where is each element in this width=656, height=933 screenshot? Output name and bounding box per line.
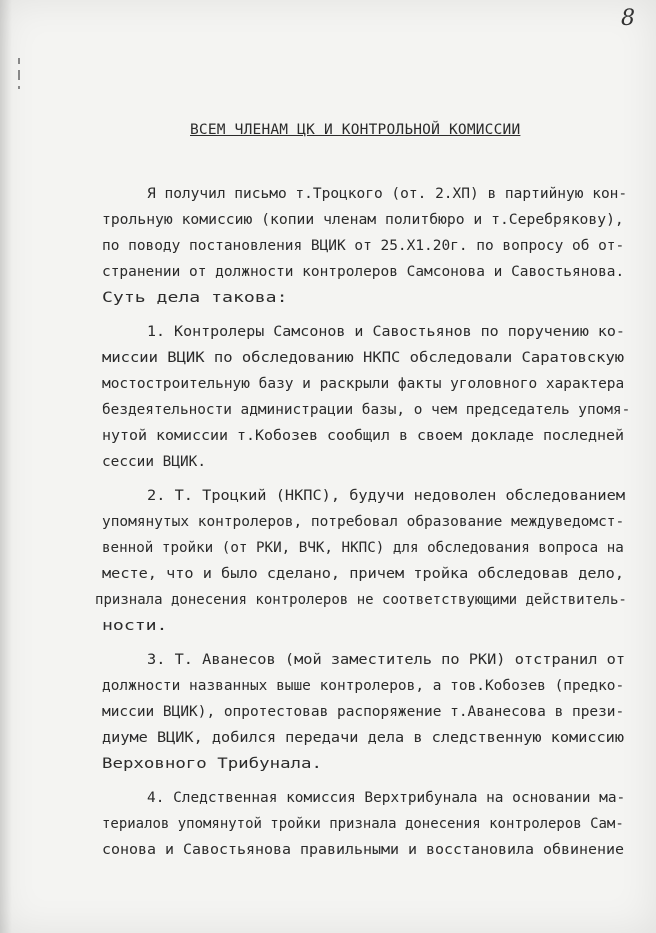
body-line: венной тройки (от РКИ, ВЧК, НКПС) для обследования вопроса на (102, 540, 624, 556)
scan-edge-shadow (0, 0, 12, 933)
body-line: Верховного Трибунала. (102, 756, 322, 772)
body-line: по поводу постановления ВЦИК от 25.Х1.20г. по вопросу об от- (102, 238, 625, 254)
body-line: трольную комиссию (копии членам политбюро и т.Серебрякову), (102, 212, 624, 228)
margin-mark (18, 58, 20, 64)
body-line: диуме ВЦИК, добился передачи дела в следственную комиссию (102, 730, 624, 746)
body-line: бездеятельности администрации базы, о чем председатель упомя- (102, 402, 631, 418)
margin-mark (18, 70, 20, 80)
body-line: сессии ВЦИК. (102, 454, 207, 470)
body-line: должности названных выше контролеров, а тов.Кобозев (предко- (102, 678, 625, 694)
margin-mark (18, 86, 20, 89)
body-line: миссии ВЦИК), опротестовав распоряжение т.Аванесова в прези- (102, 704, 625, 720)
body-line: териалов упомянутой тройки признала донесения контролеров Сам- (102, 816, 624, 832)
body-line: 4. Следственная комиссия Верхтрибунала на основании ма- (147, 790, 626, 806)
body-line: 2. Т. Троцкий (НКПС), будучи недоволен обследованием (147, 488, 626, 504)
body-line: Я получил письмо т.Троцкого (от. 2.ХП) в партийную кон- (147, 186, 628, 202)
body-line: мостостроительную базу и раскрыли факты уголовного характера (102, 376, 625, 392)
body-line: сонова и Савостьянова правильными и восстановила обвинение (102, 842, 625, 858)
document-heading: ВСЕМ ЧЛЕНАМ ЦК И КОНТРОЛЬНОЙ КОМИССИИ (190, 122, 521, 138)
body-line: Суть дела такова: (102, 290, 288, 306)
page-number: 8 (621, 6, 635, 31)
body-line: нутой комиссии т.Кобозев сообщил в своем докладе последней (102, 428, 625, 444)
body-line: миссии ВЦИК по обследованию НКПС обследовали Саратовскую (102, 350, 625, 366)
body-line: месте, что и было сделано, причем тройка обследовав дело, (102, 566, 624, 582)
body-line: признала донесения контролеров не соответствующими действитель- (95, 592, 627, 608)
body-line: ности. (102, 618, 168, 634)
body-line: странении от должности контролеров Самсонова и Савостьянова. (102, 264, 625, 280)
body-line: 3. Т. Аванесов (мой заместитель по РКИ) отстранил от (147, 652, 626, 668)
body-line: упомянутых контролеров, потребовал образование междуведомст- (102, 514, 625, 530)
body-line: 1. Контролеры Самсонов и Савостьянов по поручению ко- (147, 324, 625, 340)
